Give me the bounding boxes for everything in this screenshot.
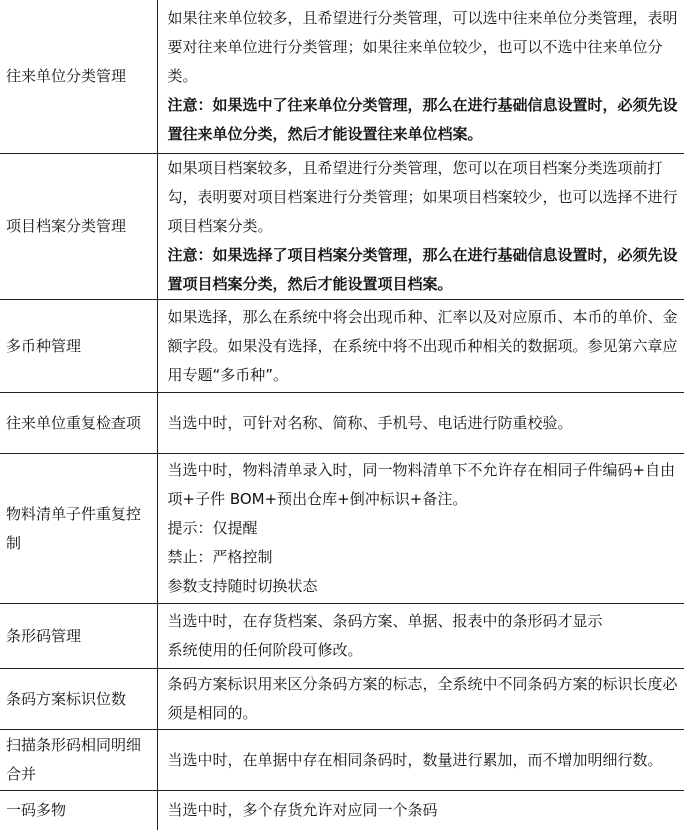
option-name: 多币种管理 [0,300,157,393]
note-text: 注意：如果选中了往来单位分类管理，那么在进行基础信息设置时，必须先设置往来单位分类，然后才能设置往来单位档案。 [168,91,684,149]
description-text: 如果往来单位较多，且希望进行分类管理，可以选中往来单位分类管理，表明要对往来单位进行分类管理；如果往来单位较少，也可以不选中往来单位分类。 [168,4,684,91]
table-row [0,154,684,300]
option-description [157,0,684,154]
option-description [157,791,684,830]
description-text: 如果项目档案较多，且希望进行分类管理，您可以在项目档案分类选项前打勾，表明要对项目档案进行分类管理；如果项目档案较少，也可以选择不进行项目档案分类。 [168,154,684,241]
table-row [0,604,684,669]
switch-text: 参数支持随时切换状态 [168,572,684,601]
option-description [157,154,684,300]
option-name: 项目档案分类管理 [0,154,157,300]
option-name: 往来单位重复检查项 [0,393,157,454]
option-name: 扫描条形码相同明细合并 [0,730,157,791]
table-row [0,669,684,730]
option-name: 物料清单子件重复控制 [0,454,157,604]
description-text: 条码方案标识用来区分条码方案的标志，全系统中不同条码方案的标识长度必须是相同的。 [168,670,684,728]
description-text-2: 系统使用的任何阶段可修改。 [168,636,684,665]
hint-text: 提示：仅提醒 [168,514,684,543]
option-name: 条码方案标识位数 [0,669,157,730]
option-description [157,300,684,393]
forbid-text: 禁止：严格控制 [168,543,684,572]
table-row [0,454,684,604]
option-description [157,669,684,730]
description-text: 当选中时，在单据中存在相同条码时，数量进行累加，而不增加明细行数。 [168,746,684,775]
option-name: 往来单位分类管理 [0,0,157,154]
option-description [157,393,684,454]
description-text: 当选中时，物料清单录入时，同一物料清单下不允许存在相同子件编码+自由项+子件 BOM+预出仓库+倒冲标识+备注。 [168,456,684,514]
table-row [0,393,684,454]
description-text: 当选中时，多个存货允许对应同一个条码 [168,796,684,825]
description-text: 当选中时，可针对名称、简称、手机号、电话进行防重校验。 [168,409,684,438]
table-row [0,300,684,393]
option-description [157,730,684,791]
note-text: 注意：如果选择了项目档案分类管理，那么在进行基础信息设置时，必须先设置项目档案分类，然后才能设置项目档案。 [168,241,684,299]
description-text: 如果选择，那么在系统中将会出现币种、汇率以及对应原币、本币的单价、金额字段。如果没有选择，在系统中将不出现币种相关的数据项。参见第六章应用专题“多币种”。 [168,303,684,390]
description-text: 当选中时，在存货档案、条码方案、单据、报表中的条形码才显示 [168,607,684,636]
option-description [157,454,684,604]
table-row [0,730,684,791]
option-description [157,604,684,669]
option-name: 条形码管理 [0,604,157,669]
table-row [0,0,684,154]
table-row [0,791,684,830]
option-name: 一码多物 [0,791,157,830]
